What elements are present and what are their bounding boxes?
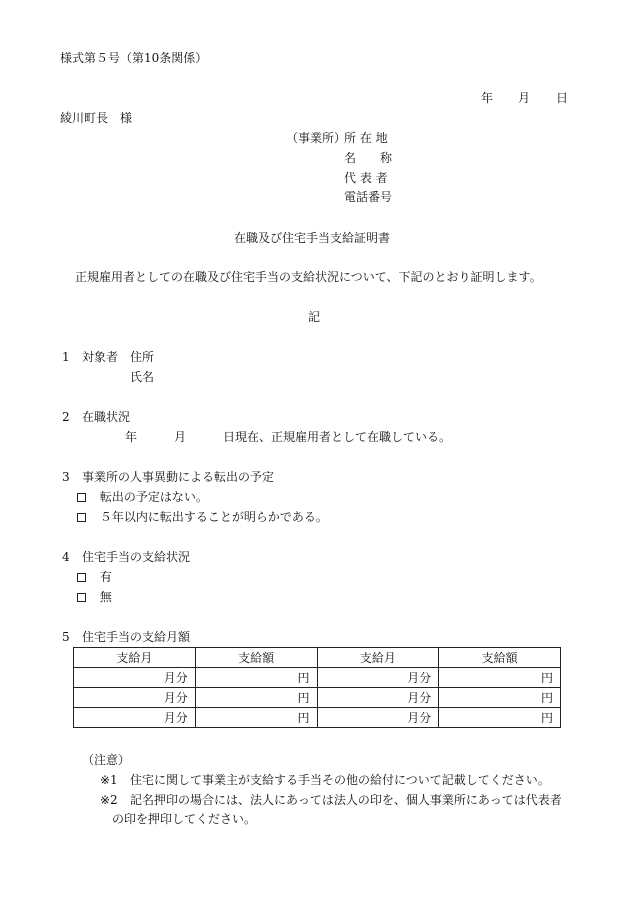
month-cell[interactable]: 月分 [74,708,196,728]
office-prefix: （事業所） [286,131,347,145]
date-month: 月 [518,91,531,105]
month-cell[interactable]: 月分 [317,668,439,688]
header-amount: 支給額 [195,648,317,668]
amount-cell[interactable]: 円 [439,688,561,708]
section5-heading: 住宅手当の支給月額 [82,630,191,644]
form-label: 様式第５号（第10条関係） [60,51,208,65]
month-cell[interactable]: 月分 [74,688,196,708]
allowance-table [73,647,561,728]
header-month: 支給月 [317,648,439,668]
date-year: 年 [481,91,494,105]
note-2-mark: ※2 [100,793,118,807]
ki-heading: 記 [308,310,321,324]
note-2-line-1: 記名押印の場合には、法人にあっては法人の印を、個人事業所にあっては代表者 [130,793,562,807]
header-month: 支給月 [74,648,196,668]
note-2-line-2: の印を押印してください。 [112,812,257,826]
option-label: 転出の予定はない。 [99,490,208,504]
note-1-mark: ※1 [100,773,118,787]
amount-cell[interactable]: 円 [439,668,561,688]
intro-text: 正規雇用者としての在職及び住宅手当の支給状況について、下記のとおり証明します。 [75,270,542,284]
section2-heading: 在職状況 [82,410,131,424]
month-cell[interactable]: 月分 [74,668,196,688]
office-name-label: 名 称 [344,151,393,165]
office-representative-label: 代 表 者 [344,171,388,185]
checkbox-icon[interactable] [77,573,86,582]
table-row [74,708,561,728]
option-label: 無 [99,590,112,604]
amount-cell[interactable]: 円 [439,708,561,728]
section2-year: 年 [125,430,138,444]
section4-heading: 住宅手当の支給状況 [82,550,191,564]
section2-number: 2 [62,410,70,424]
section1-number: 1 [62,350,70,364]
month-cell[interactable]: 月分 [317,708,439,728]
date-day: 日 [556,91,569,105]
amount-cell[interactable]: 円 [195,708,317,728]
note-1-text: 住宅に関して事業主が支給する手当その他の給付について記載してください。 [130,773,550,787]
notes-heading: （注意） [82,753,131,767]
section1-heading: 対象者 [82,350,119,364]
section2-text: 日現在、正規雇用者として在職している。 [223,430,452,444]
month-cell[interactable]: 月分 [317,688,439,708]
amount-cell[interactable]: 円 [195,688,317,708]
table-header-row [74,648,561,668]
section1-name-label: 氏名 [130,370,155,384]
table-row [74,668,561,688]
option-label: ５年以内に転出することが明らかである。 [99,510,328,524]
section3-number: 3 [62,470,70,484]
section3-heading: 事業所の人事異動による転出の予定 [82,470,275,484]
section3-option-2[interactable] [77,510,328,524]
checkbox-icon[interactable] [77,513,86,522]
document-title: 在職及び住宅手当支給証明書 [234,231,391,245]
checkbox-icon[interactable] [77,493,86,502]
table-row [74,688,561,708]
office-address-label: 所 在 地 [344,131,388,145]
amount-cell[interactable]: 円 [195,668,317,688]
header-amount: 支給額 [439,648,561,668]
section1-address-label: 住所 [130,350,155,364]
section4-number: 4 [62,550,70,564]
checkbox-icon[interactable] [77,593,86,602]
option-label: 有 [99,570,112,584]
section2-month: 月 [174,430,187,444]
section4-option-1[interactable] [77,570,112,584]
section3-option-1[interactable] [77,490,208,504]
section5-number: 5 [62,630,70,644]
office-phone-label: 電話番号 [344,190,393,204]
addressee: 綾川町長 様 [60,111,133,125]
section4-option-2[interactable] [77,590,112,604]
